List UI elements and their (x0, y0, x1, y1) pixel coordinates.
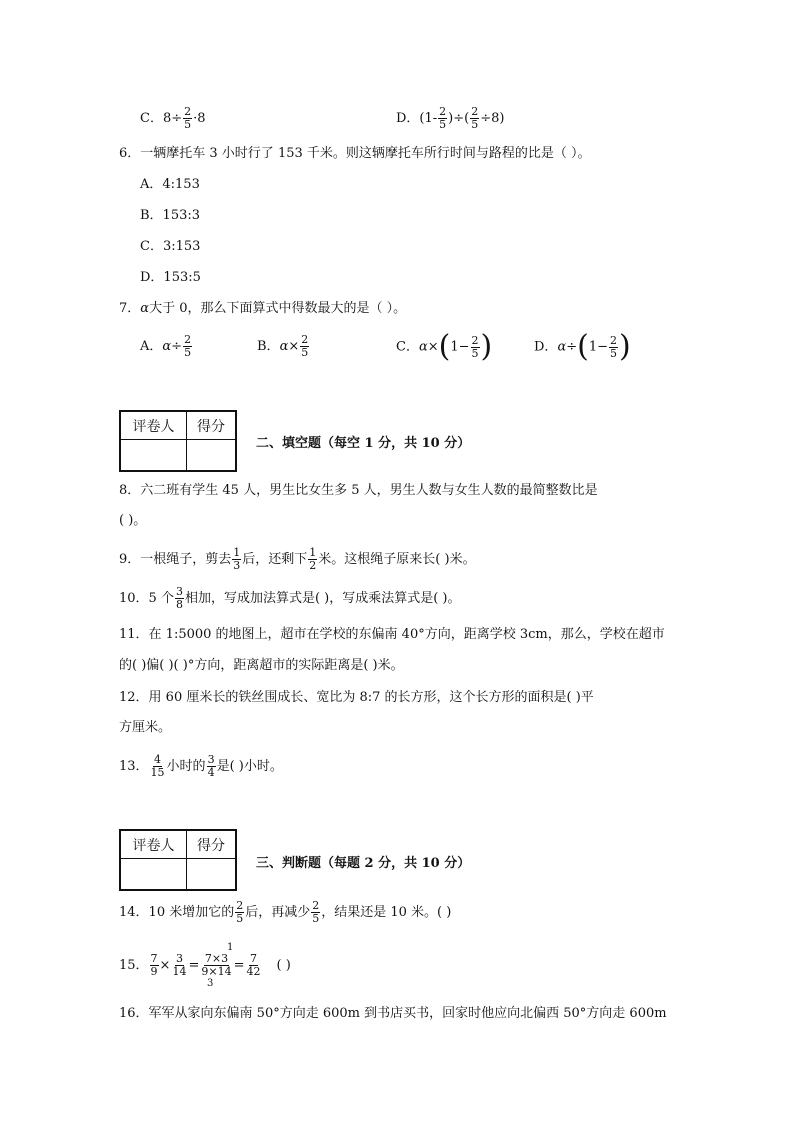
q5-option-c-fraction (183, 106, 192, 131)
q5-option-c-tail: ·8 (193, 111, 206, 126)
q10-text-a: 10．5 个 (119, 591, 174, 606)
multiply-sign: × (288, 339, 300, 354)
q5-option-d (396, 106, 504, 131)
q6-option-a: A．4:153 (140, 177, 200, 192)
q13 (119, 752, 283, 782)
score-box-section-3 (119, 829, 237, 891)
q7-option-b-fraction (300, 334, 309, 359)
q12-line-2: 方厘米。 (119, 720, 172, 735)
q15-text-a: 15． (119, 958, 149, 973)
frac-num: 2 (312, 899, 320, 912)
score-label: 得分 (187, 412, 235, 440)
frac-den: 4 (207, 766, 215, 779)
q9-fraction-1 (232, 547, 241, 572)
q11-line-1: 11．在 1:5000 的地图上，超市在学校的东偏南 40°方向，距离学校 3cm，那么，学校在超市 (119, 627, 665, 642)
frac-den: 14 (172, 965, 187, 978)
alpha-symbol: α (418, 339, 428, 355)
left-paren: ( (577, 329, 589, 364)
frac-den: 9×14 (201, 965, 232, 978)
left-paren: ( (438, 329, 451, 364)
q5-option-d-fraction-1 (438, 106, 447, 131)
one-minus: 1− (450, 339, 470, 355)
frac-num: 2 (471, 333, 479, 347)
q15 (119, 950, 291, 982)
q15-fraction-3 (200, 953, 232, 978)
multiply-sign: × (159, 958, 171, 973)
frac-num: 3 (207, 753, 215, 766)
q6-option-c: C．3:153 (140, 239, 201, 254)
q15-answer-paren: ( ) (276, 958, 291, 973)
frac-den: 5 (236, 912, 244, 925)
q5-option-d-tail: ÷8) (480, 111, 505, 126)
frac-den: 5 (471, 346, 479, 360)
frac-den: 5 (301, 346, 309, 359)
q9-text-b: 后，还剩下 (242, 552, 308, 567)
q13-fraction-2 (207, 754, 216, 779)
grader-cell[interactable] (121, 440, 187, 470)
q5-option-d-fraction-2 (470, 106, 479, 131)
frac-num: 2 (471, 105, 479, 118)
q6-stem: 6．一辆摩托车 3 小时行了 153 千米。则这辆摩托车所行时间与路程的比是（ ）。 (119, 146, 591, 161)
frac-num: 7 (249, 952, 257, 965)
q11-line-2: 的( )偏( )( )°方向，距离超市的实际距离是( )米。 (119, 658, 404, 673)
frac-den: 15 (150, 766, 165, 779)
frac-den: 5 (610, 346, 618, 360)
score-label: 得分 (187, 831, 235, 859)
cancel-mark-top: 1 (227, 942, 234, 953)
q14-fraction-2 (311, 900, 320, 925)
alpha-symbol: α (140, 301, 150, 316)
grader-label: 评卷人 (121, 831, 187, 859)
q7-option-a (140, 332, 193, 362)
frac-num: 1 (233, 546, 241, 559)
section-2-title: 二、填空题（每空 1 分，共 10 分） (256, 436, 471, 451)
q6-option-d: D．153:5 (140, 270, 201, 285)
q14-fraction-1 (235, 900, 244, 925)
q5-option-c-label: C．8÷ (140, 111, 183, 126)
q10 (119, 584, 461, 614)
score-box-section-2 (119, 410, 237, 472)
q9 (119, 545, 476, 575)
q7-option-a-label: A． (140, 339, 163, 354)
frac-den: 5 (439, 118, 447, 131)
q15-fraction-4 (245, 953, 261, 978)
q7-option-c-label: C． (396, 339, 419, 355)
q9-text-a: 9．一根绳子，剪去 (119, 552, 232, 567)
frac-num: 1 (309, 546, 317, 559)
frac-den: 5 (184, 346, 192, 359)
q7-option-d (534, 329, 631, 364)
q9-text-c: 米。这根绳子原来长( )米。 (318, 552, 476, 567)
q7-option-d-label: D． (534, 339, 558, 355)
q10-text-b: 相加，写成加法算式是( )，写成乘法算式是( )。 (184, 591, 461, 606)
equals-sign: = (188, 958, 200, 973)
frac-num: 7×3 (204, 952, 229, 965)
q7-option-a-fraction (183, 334, 192, 359)
grader-label: 评卷人 (121, 412, 187, 440)
q13-text-b: 小时的 (166, 759, 206, 774)
equals-sign: = (233, 958, 245, 973)
q7-stem (119, 299, 406, 319)
q14-text-a: 14．10 米增加它的 (119, 905, 235, 920)
q16-line-1: 16．军军从家向东偏南 50°方向走 600m 到书店买书，回家时他应向北偏西 50°方向走 600m (119, 1006, 667, 1021)
q13-text-a: 13． (119, 759, 149, 774)
grader-cell[interactable] (121, 859, 187, 889)
q7-option-c-fraction (471, 335, 480, 360)
frac-num: 3 (175, 952, 183, 965)
frac-den: 2 (309, 559, 317, 572)
q7-stem-text: 大于 0，那么下面算式中得数最大的是（ ）。 (149, 301, 407, 316)
frac-num: 7 (150, 952, 158, 965)
divide-sign: ÷ (566, 339, 578, 355)
q5-option-c (140, 106, 206, 131)
frac-den: 9 (150, 965, 158, 978)
right-paren: ) (619, 329, 631, 364)
one-minus: 1− (588, 339, 609, 355)
frac-den: 5 (184, 118, 192, 131)
frac-den: 3 (233, 559, 241, 572)
q13-fraction-1 (150, 754, 166, 779)
multiply-sign: × (427, 339, 439, 355)
section-3-title: 三、判断题（每题 2 分，共 10 分） (256, 856, 471, 871)
right-paren: ) (480, 329, 493, 364)
q8-line-2: ( )。 (119, 513, 147, 528)
alpha-symbol: α (162, 339, 172, 354)
q7-number: 7． (119, 301, 141, 316)
q9-fraction-2 (308, 547, 317, 572)
q14-text-c: ，结果还是 10 米。( ) (321, 905, 452, 920)
frac-den: 42 (246, 965, 261, 978)
q6-option-b: B．153:3 (140, 208, 201, 223)
cancel-mark-bottom: 3 (207, 978, 214, 989)
q14 (119, 898, 451, 928)
divide-sign: ÷ (171, 339, 183, 354)
q7-option-b (257, 332, 310, 362)
frac-num: 4 (154, 753, 162, 766)
q10-fraction (175, 586, 184, 611)
alpha-symbol: α (279, 339, 289, 354)
q7-option-d-fraction (609, 335, 618, 360)
q8-line-1: 8．六二班有学生 45 人，男生比女生多 5 人，男生人数与女生人数的最简整数比是 (119, 483, 598, 498)
alpha-symbol: α (557, 339, 567, 355)
q12-line-1: 12．用 60 厘米长的铁丝围成长、宽比为 8:7 的长方形，这个长方形的面积是( )平 (119, 690, 594, 705)
frac-num: 2 (184, 105, 192, 118)
frac-den: 8 (175, 598, 183, 611)
q15-fraction-2 (171, 953, 187, 978)
q5-option-d-label: D．(1- (396, 111, 438, 126)
q5-option-d-mid: )÷( (448, 111, 470, 126)
q15-fraction-1 (150, 953, 159, 978)
frac-den: 5 (471, 118, 479, 131)
q7-option-c (396, 329, 493, 364)
frac-num: 3 (175, 585, 183, 598)
frac-num: 2 (301, 333, 309, 346)
q13-text-c: 是( )小时。 (216, 759, 283, 774)
frac-num: 2 (610, 333, 618, 347)
q7-option-b-label: B． (257, 339, 280, 354)
frac-num: 2 (184, 333, 192, 346)
frac-den: 5 (312, 912, 320, 925)
frac-num: 2 (439, 105, 447, 118)
q14-text-b: 后，再减少 (245, 905, 311, 920)
frac-num: 2 (236, 899, 244, 912)
